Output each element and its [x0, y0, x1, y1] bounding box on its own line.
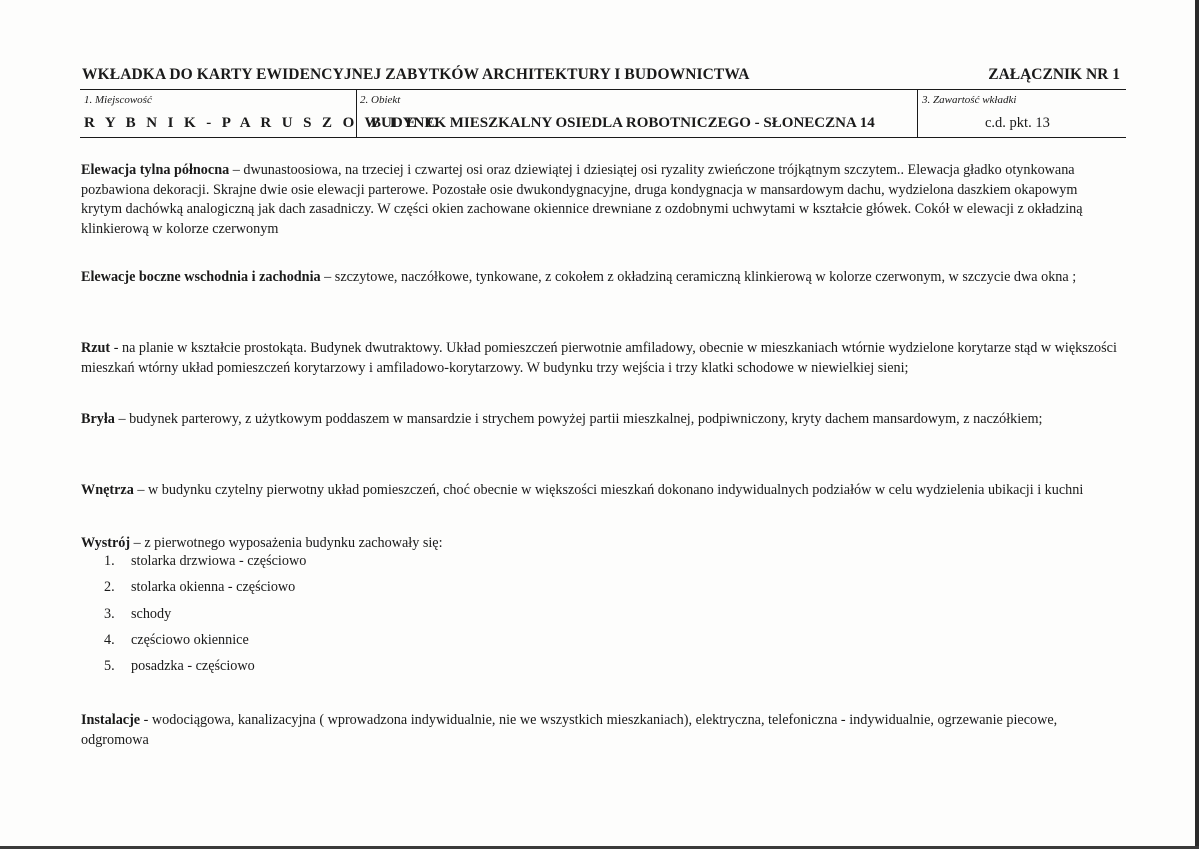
- object-label: 2. Obiekt: [360, 94, 401, 106]
- rear-elevation-text: – dwunastoosiowa, na trzeciej i czwartej osi oraz dziewiątej i dziesiątej osi ryzality zwieńczone trójkątnym szczytem.. Elewacja gładko otynkowana pozbawiona dekoracji. Skrajne dwie osie elewacji parterowe. Pozostałe osie dwukondygnacyjne, druga kondygnacja w mansardowym dachu, wydzielona daszkiem okapowym krytym dachówką analogiczną jak dach zasadniczy. W części okien zachowane okiennice drewniane z ozdobnymi uchwytami w kształcie główek. Cokół w elewacji z okładziną klinkierową w kolorze czerwonym: [81, 162, 1083, 237]
- interiors-paragraph: [81, 481, 1121, 501]
- list-item: [104, 656, 306, 682]
- list-item-number: 5.: [104, 658, 115, 675]
- scan-edge-right: [1195, 0, 1199, 849]
- content-value: c.d. pkt. 13: [985, 115, 1050, 131]
- list-item-number: 4.: [104, 631, 115, 648]
- side-elevations-heading: Elewacje boczne wschodnia i zachodnia: [81, 269, 321, 285]
- plan-heading: Rzut: [81, 340, 111, 356]
- list-item-text: stolarka okienna - częściowo: [131, 579, 296, 596]
- side-elevations-paragraph: [81, 268, 1121, 288]
- list-item-number: 2.: [104, 579, 115, 596]
- installations-heading: Instalacje: [81, 712, 141, 728]
- interiors-text: – w budynku czytelny pierwotny układ pomieszczeń, choć obecnie w większości mieszkań dokonano indywidualnych podziałów w celu wydzielenia ubikacji i kuchni: [133, 482, 1084, 498]
- annex-number: ZAŁĄCZNIK NR 1: [988, 66, 1120, 83]
- list-item-number: 3.: [104, 605, 115, 622]
- massing-text: – budynek parterowy, z użytkowym poddaszem w mansardzie i strychem powyżej partii mieszkalnej, podpiwniczony, kryty dachem mansardowym, z naczółkiem;: [114, 411, 1043, 427]
- rear-elevation-heading: Elewacja tylna północna: [81, 162, 230, 178]
- installations-text: - wodociągowa, kanalizacyjna ( wprowadzona indywidualnie, nie we wszystkich mieszkaniach), elektryczna, telefoniczna - indywidualnie, ogrzewanie piecowe, odgromowa: [81, 712, 1058, 748]
- plan-paragraph: [81, 339, 1121, 378]
- list-item-number: 1.: [104, 553, 115, 569]
- list-item-text: schody: [131, 605, 172, 622]
- place-value: R Y B N I K - P A R U S Z O W I E C: [84, 115, 441, 131]
- installations-paragraph: [81, 711, 1121, 750]
- list-item-text: stolarka drzwiowa - częściowo: [131, 553, 307, 569]
- list-item-text: częściowo okiennice: [131, 631, 249, 648]
- header-top-rule: [80, 89, 1126, 90]
- object-value: BUDYNEK MIESZKALNY OSIEDLA ROBOTNICZEGO - SŁONECZNA 14: [371, 115, 875, 131]
- interiors-heading: Wnętrza: [81, 482, 134, 498]
- list-item: [104, 630, 306, 656]
- field-divider-2: [917, 90, 918, 137]
- list-item: [104, 604, 306, 630]
- place-label: 1. Miejscowość: [84, 94, 152, 106]
- list-item: [104, 551, 306, 577]
- massing-paragraph: [81, 410, 1121, 430]
- plan-text: - na planie w kształcie prostokąta. Budynek dwutraktowy. Układ pomieszczeń pierwotnie amfiladowy, obecnie w mieszkaniach wtórnie wydzielone korytarze stąd w większości mieszkań wtórny układ pomieszczeń korytarzowy i amfiladowo-korytarzowy. W budynku trzy wejścia i trzy klatki schodowe w niewielkiej sieni;: [81, 340, 1117, 376]
- rear-elevation-paragraph: [81, 161, 1121, 239]
- header-bottom-rule: [80, 137, 1126, 138]
- furnishings-list: [104, 551, 306, 682]
- list-item-text: posadzka - częściowo: [131, 658, 255, 675]
- furnishings-text: – z pierwotnego wyposażenia budynku zachowały się:: [130, 535, 443, 551]
- massing-heading: Bryła: [81, 411, 115, 427]
- content-label: 3. Zawartość wkładki: [922, 94, 1017, 106]
- side-elevations-text: – szczytowe, naczółkowe, tynkowane, z cokołem z okładziną ceramiczną klinkierową w kolorze czerwonym, w szczycie dwa okna ;: [320, 269, 1077, 285]
- document-title: WKŁADKA DO KARTY EWIDENCYJNEJ ZABYTKÓW ARCHITEKTURY I BUDOWNICTWA: [82, 66, 750, 83]
- list-item: [104, 577, 306, 603]
- furnishings-heading: Wystrój: [81, 535, 131, 551]
